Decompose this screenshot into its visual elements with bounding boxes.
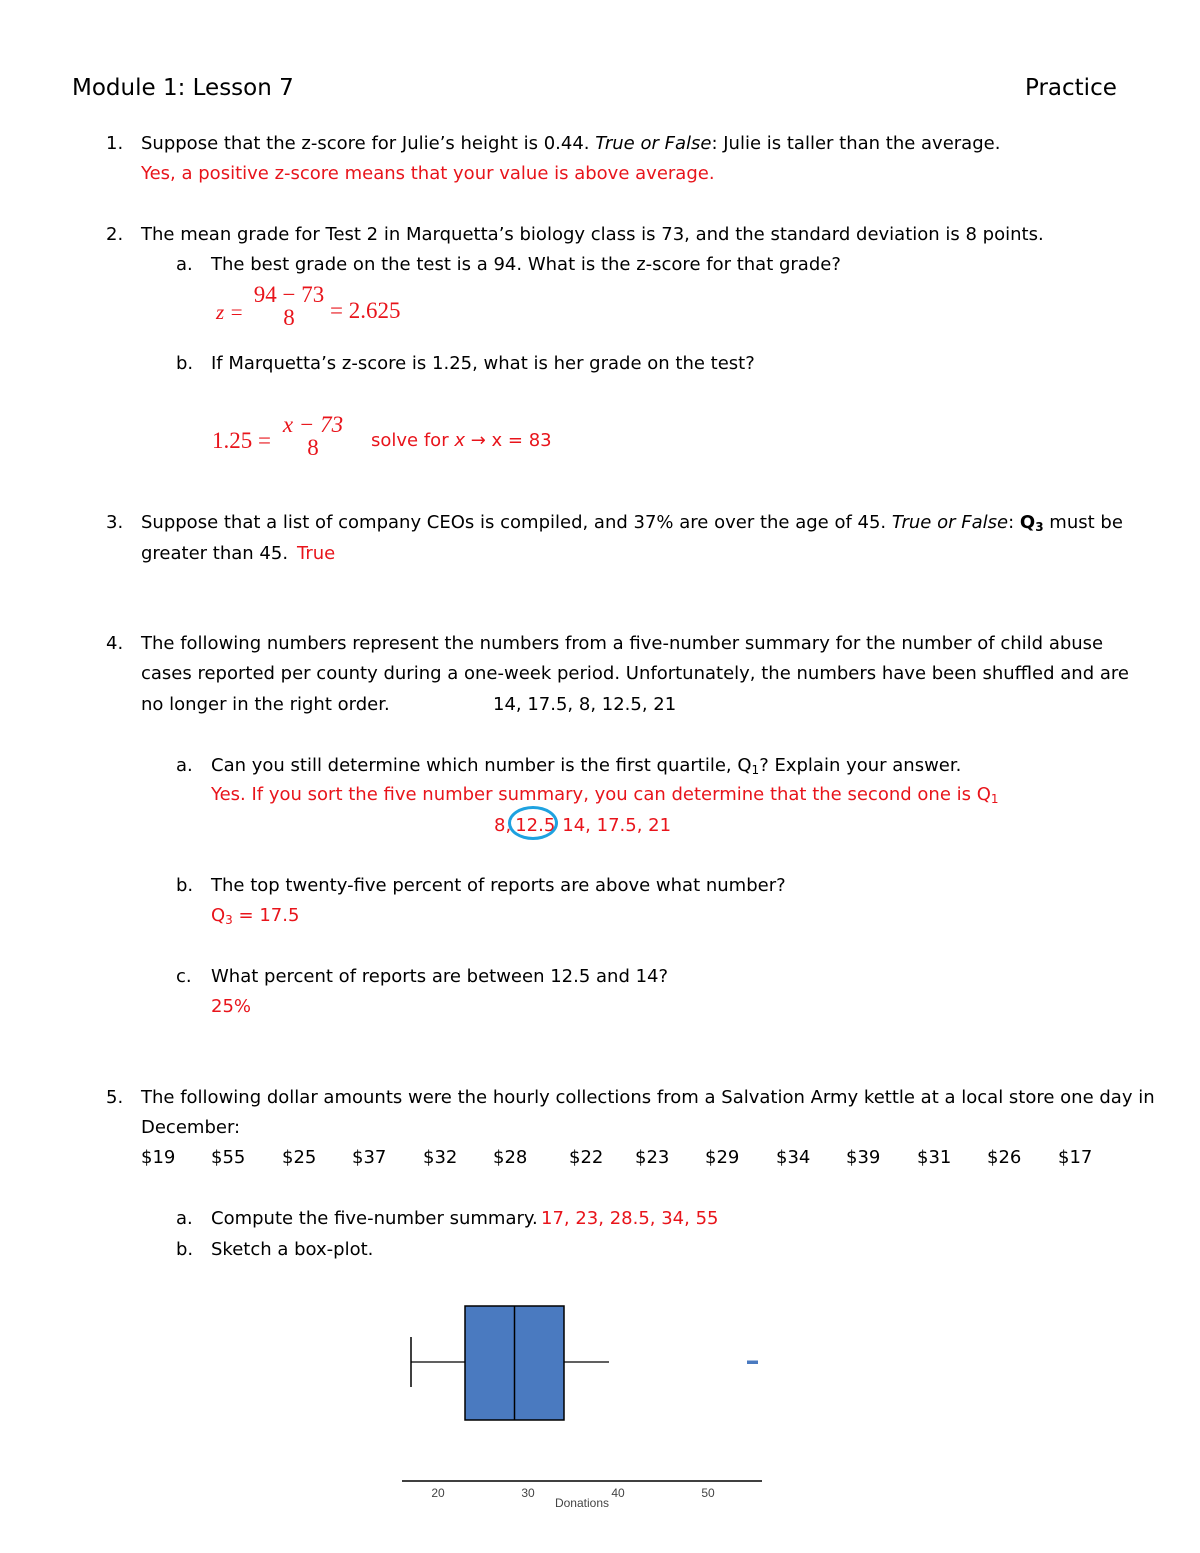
q4b-label: b. <box>176 875 194 896</box>
q2b-solution: solve for x → x = 83 <box>371 430 552 451</box>
q4-line1: The following numbers represent the numbers from a five-number summary for the number of child abuse <box>141 633 1104 654</box>
q4a-answer: Yes. If you sort the five number summary, you can determine that the second one is $Q_1$ <box>211 784 999 806</box>
q3-answer: True <box>297 543 336 564</box>
q5b-question: Sketch a box-plot. <box>211 1239 374 1260</box>
q5-amount-11: $39 <box>846 1147 881 1168</box>
x-tick-label-30: 30 <box>521 1486 535 1500</box>
q5-line2: December: <box>141 1117 241 1138</box>
q2a-denominator: 8 <box>283 305 295 330</box>
q2a-question: The best grade on the test is a 94. What is the z-score for that grade? <box>211 254 841 275</box>
q5b-label: b. <box>176 1239 194 1260</box>
q4a-label: a. <box>176 755 193 776</box>
q4-line3: no longer in the right order. <box>141 694 390 715</box>
q5-amount-6: $28 <box>493 1147 528 1168</box>
q4-number: 4. <box>106 633 124 654</box>
q2a-eq-result: = 2.625 <box>330 298 401 323</box>
q2a-label: a. <box>176 254 193 275</box>
x-axis-label: Donations <box>554 1496 610 1510</box>
x-tick-label-20: 20 <box>431 1486 445 1500</box>
q5-amount-13: $26 <box>987 1147 1022 1168</box>
q4a-circled-value: 12.5 <box>515 815 556 836</box>
q4c-answer: 25% <box>211 996 252 1017</box>
q5-amount-2: $55 <box>211 1147 246 1168</box>
q5-amount-14: $17 <box>1058 1147 1093 1168</box>
q5a-answer: 17, 23, 28.5, 34, 55 <box>541 1208 719 1229</box>
q4c-question: What percent of reports are between 12.5 and 14? <box>211 966 669 987</box>
page-label-practice: Practice <box>1025 75 1117 101</box>
q2b-label: b. <box>176 353 194 374</box>
q2a-numerator: 94 − 73 <box>253 282 325 307</box>
q5-number: 5. <box>106 1087 124 1108</box>
q5-amount-3: $25 <box>282 1147 317 1168</box>
q1-question: Suppose that the z-score for Julie’s height is 0.44. True or False: Julie is taller than the average. <box>141 133 1001 154</box>
q1-answer: Yes, a positive z-score means that your value is above average. <box>141 163 715 184</box>
q5-line1: The following dollar amounts were the hourly collections from a Salvation Army kettle at a local store one day in <box>141 1087 1155 1108</box>
x-tick-label-50: 50 <box>701 1486 715 1500</box>
q2b-question: If Marquetta’s z-score is 1.25, what is her grade on the test? <box>211 353 755 374</box>
q5-amount-12: $31 <box>917 1147 952 1168</box>
q5-amount-8: $23 <box>635 1147 670 1168</box>
q5-amount-9: $29 <box>705 1147 740 1168</box>
q3-question: Suppose that a list of company CEOs is compiled, and 37% are over the age of 45. True or False: $Q_3$ must be <box>141 512 1123 534</box>
q4b-answer: $Q_3 = 17.5$ <box>211 905 300 927</box>
q4-line2: cases reported per county during a one-week period. Unfortunately, the numbers have been shuffled and are <box>141 663 1129 684</box>
q5-amount-4: $37 <box>352 1147 387 1168</box>
q2-question: The mean grade for Test 2 in Marquetta’s biology class is 73, and the standard deviation is 8 points. <box>141 224 1044 245</box>
q5-amount-10: $34 <box>776 1147 811 1168</box>
q4-numbers: 14, 17.5, 8, 12.5, 21 <box>493 694 677 715</box>
q3-question-line2: greater than 45. <box>141 543 289 564</box>
q2a-eq-lhs: z = <box>216 300 244 324</box>
q3-number: 3. <box>106 512 124 533</box>
q2b-eq-lhs: 1.25 = <box>212 428 271 453</box>
outlier-point-1 <box>747 1361 758 1365</box>
q4a-question: Can you still determine which number is the first quartile, $Q_1$? Explain your answer. <box>211 755 962 777</box>
q4b-question: The top twenty-five percent of reports are above what number? <box>211 875 786 896</box>
q5-amount-5: $32 <box>423 1147 458 1168</box>
q5a-label: a. <box>176 1208 193 1229</box>
q2b-denominator: 8 <box>307 435 319 460</box>
q2-number: 2. <box>106 224 124 245</box>
page-title: Module 1: Lesson 7 <box>72 75 294 101</box>
q4c-label: c. <box>176 966 192 987</box>
q4a-sorted: 8, 12.5 14, 17.5, 21 <box>494 815 672 836</box>
x-tick-label-40: 40 <box>611 1486 625 1500</box>
q5a-question: Compute the five-number summary. <box>211 1208 538 1229</box>
q5-amount-7: $22 <box>569 1147 604 1168</box>
q5-amount-1: $19 <box>141 1147 176 1168</box>
q2b-numerator: x − 73 <box>282 412 344 437</box>
q1-number: 1. <box>106 133 124 154</box>
